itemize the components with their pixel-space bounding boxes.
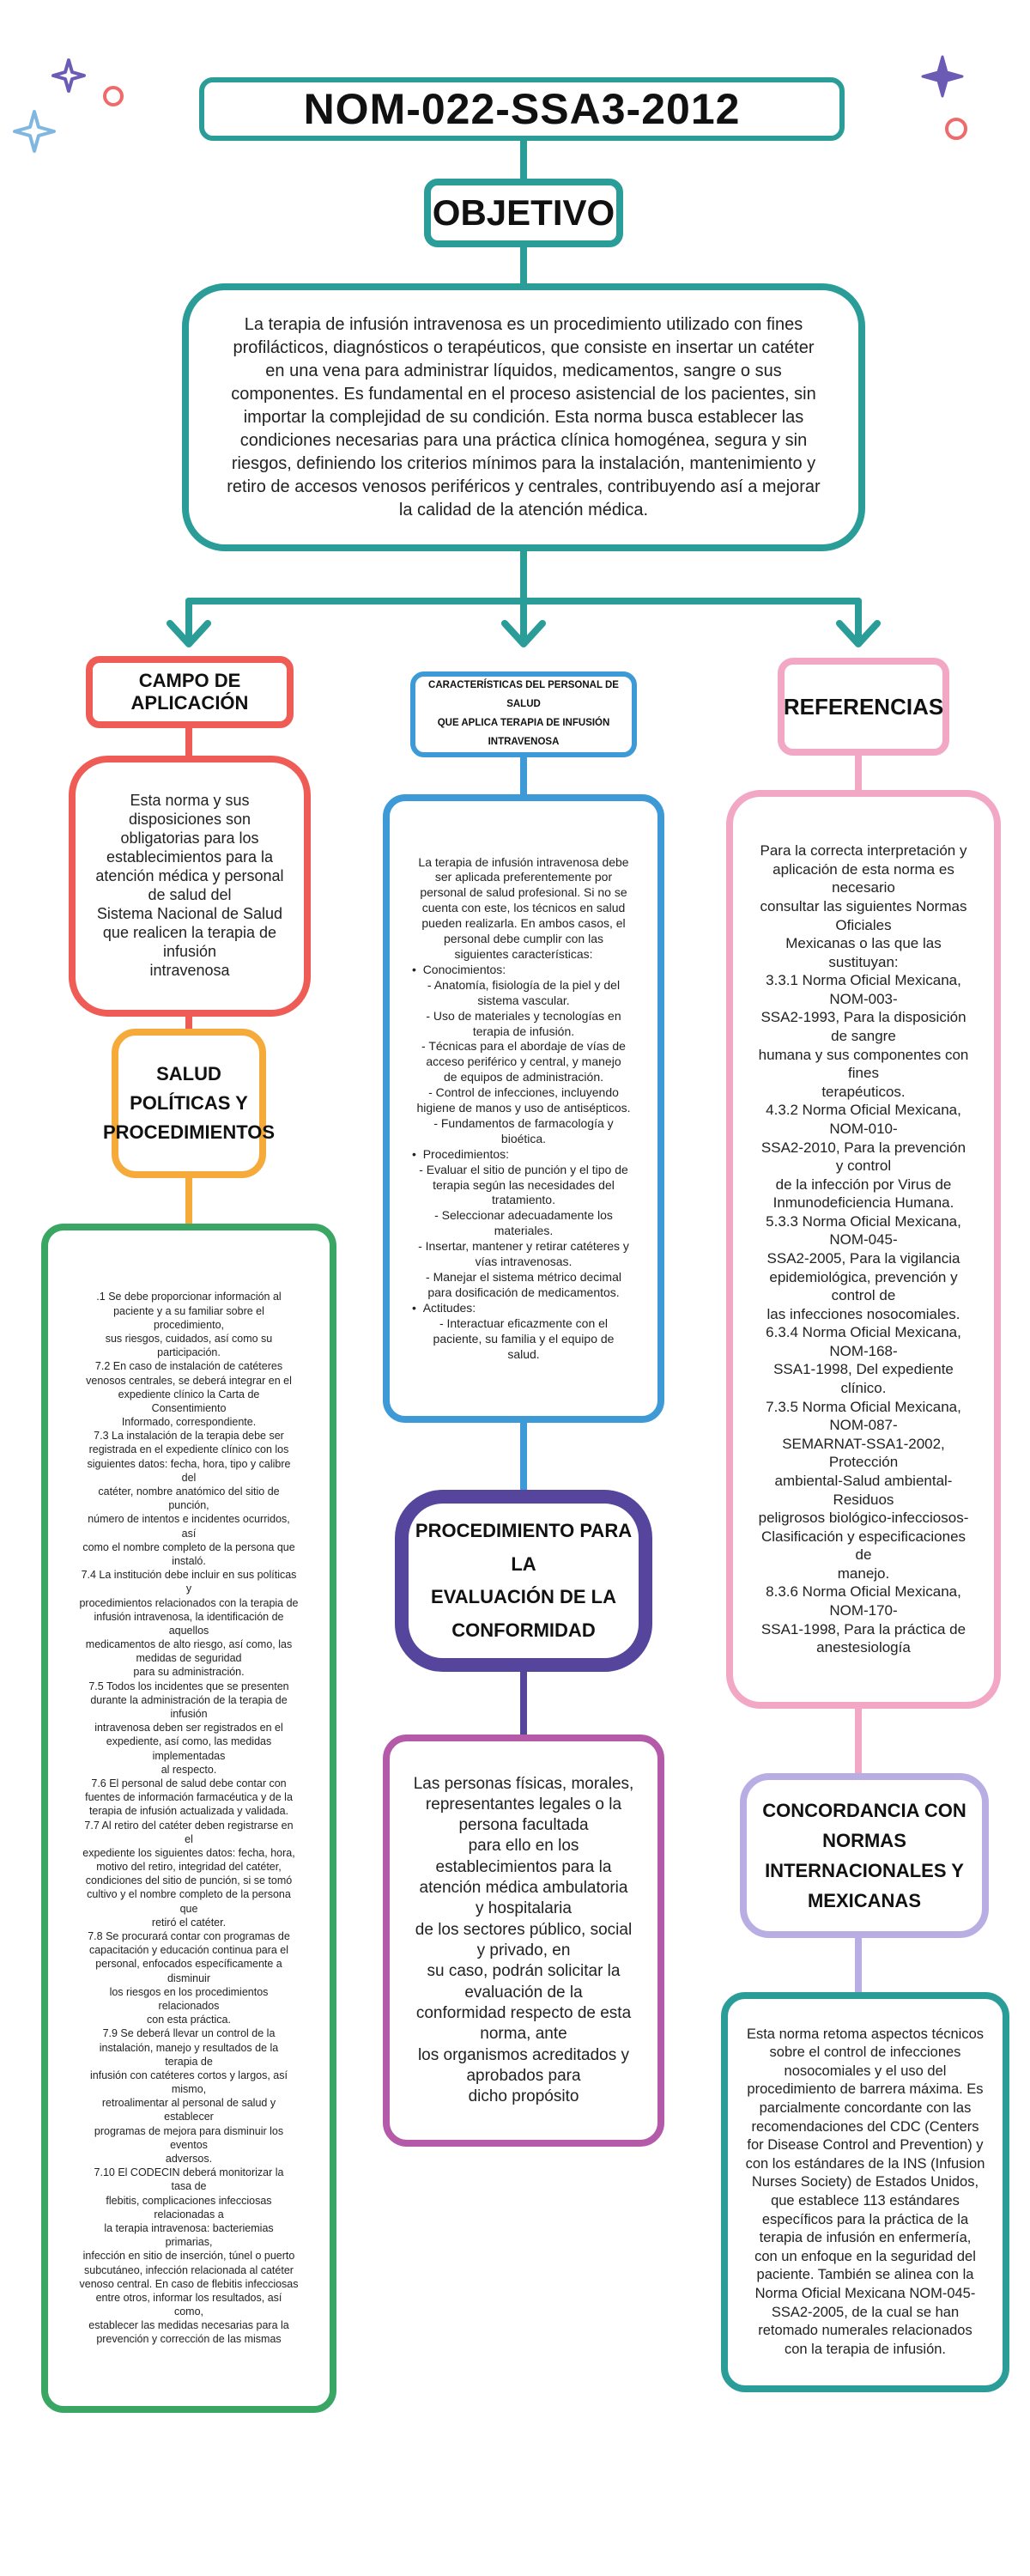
title-box [199, 77, 845, 141]
objective-heading-box [424, 179, 623, 247]
campo-text: Esta norma y sus disposiciones son obligatorias para los establecimientos para la atención médica y personal de salud del Sistema Nacional de Salud que realicen la terapia de infusión intravenosa [95, 792, 284, 979]
caracteristicas-heading-box [410, 671, 637, 757]
caracteristicas-box [383, 794, 664, 1423]
caracteristicas-list-procedimientos: - Evaluar el sitio de punción y el tipo de terapia según las necesidades del tratamiento. - Seleccionar adecuadamente los materiales. - Insertar, mantener y retirar catéteres y vías intravenosas. - Manejar el sistema métrico decimal para dosificación de medicamentos. [418, 1162, 629, 1299]
procedimiento-box [383, 1735, 664, 2147]
procedimiento-heading: PROCEDIMIENTO PARA LA EVALUACIÓN DE LA CONFORMIDAD [415, 1520, 633, 1641]
concordancia-text: Esta norma retoma aspectos técnicos sobre el control de infecciones nosocomiales y el uso del procedimiento de barrera máxima. Es parcialmente concordante con las recomendaciones del CDC (Centers for Disease Control and Prevention) y con los estándares de la INS (Infusion Nurses Society) de Estados Unidos, que establece 113 estándares específicos para la práctica de la terapia de infusión en enfermería, con un enfoque en la seguridad del paciente. También se alinea con la Norma Oficial Mexicana NOM-045- SSA2-2005, de la cual se han retomado numerales relacionados con la terapia de infusión. [745, 2026, 985, 2357]
campo-box [69, 756, 311, 1017]
caracteristicas-heading: CARACTERÍSTICAS DEL PERSONAL DE SALUD QUE APLICA TERAPIA DE INFUSIÓN INTRAVENOSA [428, 680, 619, 747]
objective-text: La terapia de infusión intravenosa es un procedimiento utilizado con fines profilácticos, diagnósticos o terapéuticos, que consiste en insertar un catéter en una vena para administrar líquidos, medicamentos, sangre o sus componentes. Es fundamental en el proceso asistencial de los pacientes, sin importar la complejidad de su condición. Esta norma busca establecer las condiciones necesarias para una práctica clínica homogénea, segura y sin riesgos, definiendo los criterios mínimos para la instalación, mantenimiento y retiro de accesos venosos periféricos y centrales, contribuyendo así a mejorar la calidad de la atención médica. [227, 314, 821, 519]
bullet-conocimientos: Conocimientos: [422, 962, 506, 976]
campo-heading: CAMPO DE APLICACIÓN [130, 670, 249, 714]
bullet-icon: • [412, 1146, 423, 1161]
caracteristicas-list-actitudes: - Interactuar eficazmente con el paciente, su familia y el equipo de salud. [433, 1315, 615, 1361]
concordancia-heading-box [740, 1773, 989, 1938]
referencias-box [726, 790, 1001, 1709]
objective-heading: OBJETIVO [432, 192, 615, 233]
salud-text: .1 Se debe proporcionar información al paciente y a su familiar sobre el procedimiento, sus riesgos, cuidados, así como su participación. 7.2 En caso de instalación de catéteres venosos centrales, se deberá integrar en el expediente clínico la Carta de Consentimiento Informado, correspondiente. 7.3 La instalación de la terapia debe ser registrada en el expediente clínico con los siguientes datos: fecha, hora, tipo y calibre del catéter, nombre anatómico del sitio de punción, número de intentos e incidentes ocurridos, así como el nombre completo de la persona que instaló. 7.4 La institución debe incluir en sus políticas y procedimientos relacionados con la terapia de infusión intravenosa, la identificación de aquellos medicamentos de alto riesgo, así como, las medidas de seguridad para su administración. 7.5 Todos los incidentes que se presenten durante la administración de la terapia de infusión intravenosa deben ser registrados en el expediente, así como, las medidas implementadas al respecto. 7.6 El personal de salud debe contar con fuentes de información farmacéutica y de la terapia de infusión actualizada y validada. 7.7 Al retiro del catéter deben registrarse en el expediente los siguientes datos: fecha, hora, motivo del retiro, integridad del catéter, condiciones del sitio de punción, si se tomó cultivo y el nombre completo de la persona que retiró el catéter. 7.8 Se procurará contar con programas de capacitación y educación continua para el personal, enfocados específicamente a disminuir los riesgos en los procedimientos relacionados con esta práctica. 7.9 Se deberá llevar un control de la instalación, manejo y resultados de la terapia de infusión con catéteres cortos y largos, así mismo, retroalimentar al personal de salud y establecer programas de mejora para disminuir los eventos adversos. 7.10 El CODECIN deberá monitorizar la tasa de flebitis, complicaciones infecciosas relacionadas a la terapia intravenosa: bacteriemias primarias, infección en sitio de inserción, túnel o puerto subcutáneo, infección relacionada al catéter venoso central. En caso de flebitis infecciosas entre otros, informar los resultados, así como, establecer las medidas necesarias para la prevención y corrección de las mismas [79, 1291, 299, 2346]
campo-heading-box [86, 656, 294, 728]
bullet-actitudes: Actitudes: [422, 1300, 476, 1315]
objective-box [182, 283, 865, 551]
referencias-heading: REFERENCIAS [783, 693, 944, 720]
procedimiento-text: Las personas físicas, morales, representantes legales o la persona facultada para ello en los establecimientos para la atención médica ambulatoria y hospitalaria de los sectores público, social y privado, en su caso, podrán solicitar la evaluación de la conformidad respecto de esta norma, ante los organismos acreditados y aprobados para dicho propósito [413, 1774, 634, 2106]
salud-heading-box [102, 1029, 276, 1178]
referencias-text: Para la correcta interpretación y aplicación de esta norma es necesario consultar las siguientes Normas Oficiales Mexicanas o las que las sustituyan: 3.3.1 Norma Oficial Mexicana, NOM-003- SSA2-1993, Para la disposición de sangre humana y sus componentes con fines terapéuticos. 4.3.2 Norma Oficial Mexicana, NOM-010- SSA2-2010, Para la prevención y control de la infección por Virus de Inmunodeficiencia Humana. 5.3.3 Norma Oficial Mexicana, NOM-045- SSA2-2005, Para la vigilancia epidemiológica, prevención y control de las infecciones nosocomiales. 6.3.4 Norma Oficial Mexicana, NOM-168- SSA1-1998, Del expediente clínico. 7.3.5 Norma Oficial Mexicana, NOM-087- SEMARNAT-SSA1-2002, Protección ambiental-Salud ambiental- Residuos peligrosos biológico-infecciosos- Clasificación y especificaciones de manejo. 8.3.6 Norma Oficial Mexicana, NOM-170- SSA1-1998, Para la práctica de anestesiología [758, 842, 969, 1656]
page-title: NOM-022-SSA3-2012 [303, 85, 741, 133]
bullet-procedimientos: Procedimientos: [422, 1146, 510, 1161]
salud-box [41, 1224, 336, 2413]
concordancia-box [721, 1992, 1009, 2392]
procedimiento-heading-box [395, 1490, 652, 1672]
concordancia-heading: CONCORDANCIA CON NORMAS INTERNACIONALES Y MEXICANAS [762, 1799, 966, 1912]
caracteristicas-intro: La terapia de infusión intravenosa debe ser aplicada preferentemente por personal de salud profesional. Si no se cuenta con este, los técnicos en salud pueden realizarla. En ambos casos, el personal debe cumplir con las siguientes características: [418, 854, 629, 961]
referencias-heading-box [778, 658, 949, 756]
bullet-icon: • [412, 962, 423, 976]
salud-heading: SALUD POLÍTICAS Y PROCEDIMIENTOS [102, 1062, 276, 1144]
bullet-icon: • [412, 1300, 423, 1315]
caracteristicas-list-conocimientos: - Anatomía, fisiología de la piel y del sistema vascular. - Uso de materiales y tecnologías en terapia de infusión. - Técnicas para el abordaje de vías de acceso periférico y central, y manejo de equipos de administración. - Control de infecciones, incluyendo higiene de manos y uso de antisépticos. - Fundamentos de farmacología y bioética. [416, 977, 631, 1145]
